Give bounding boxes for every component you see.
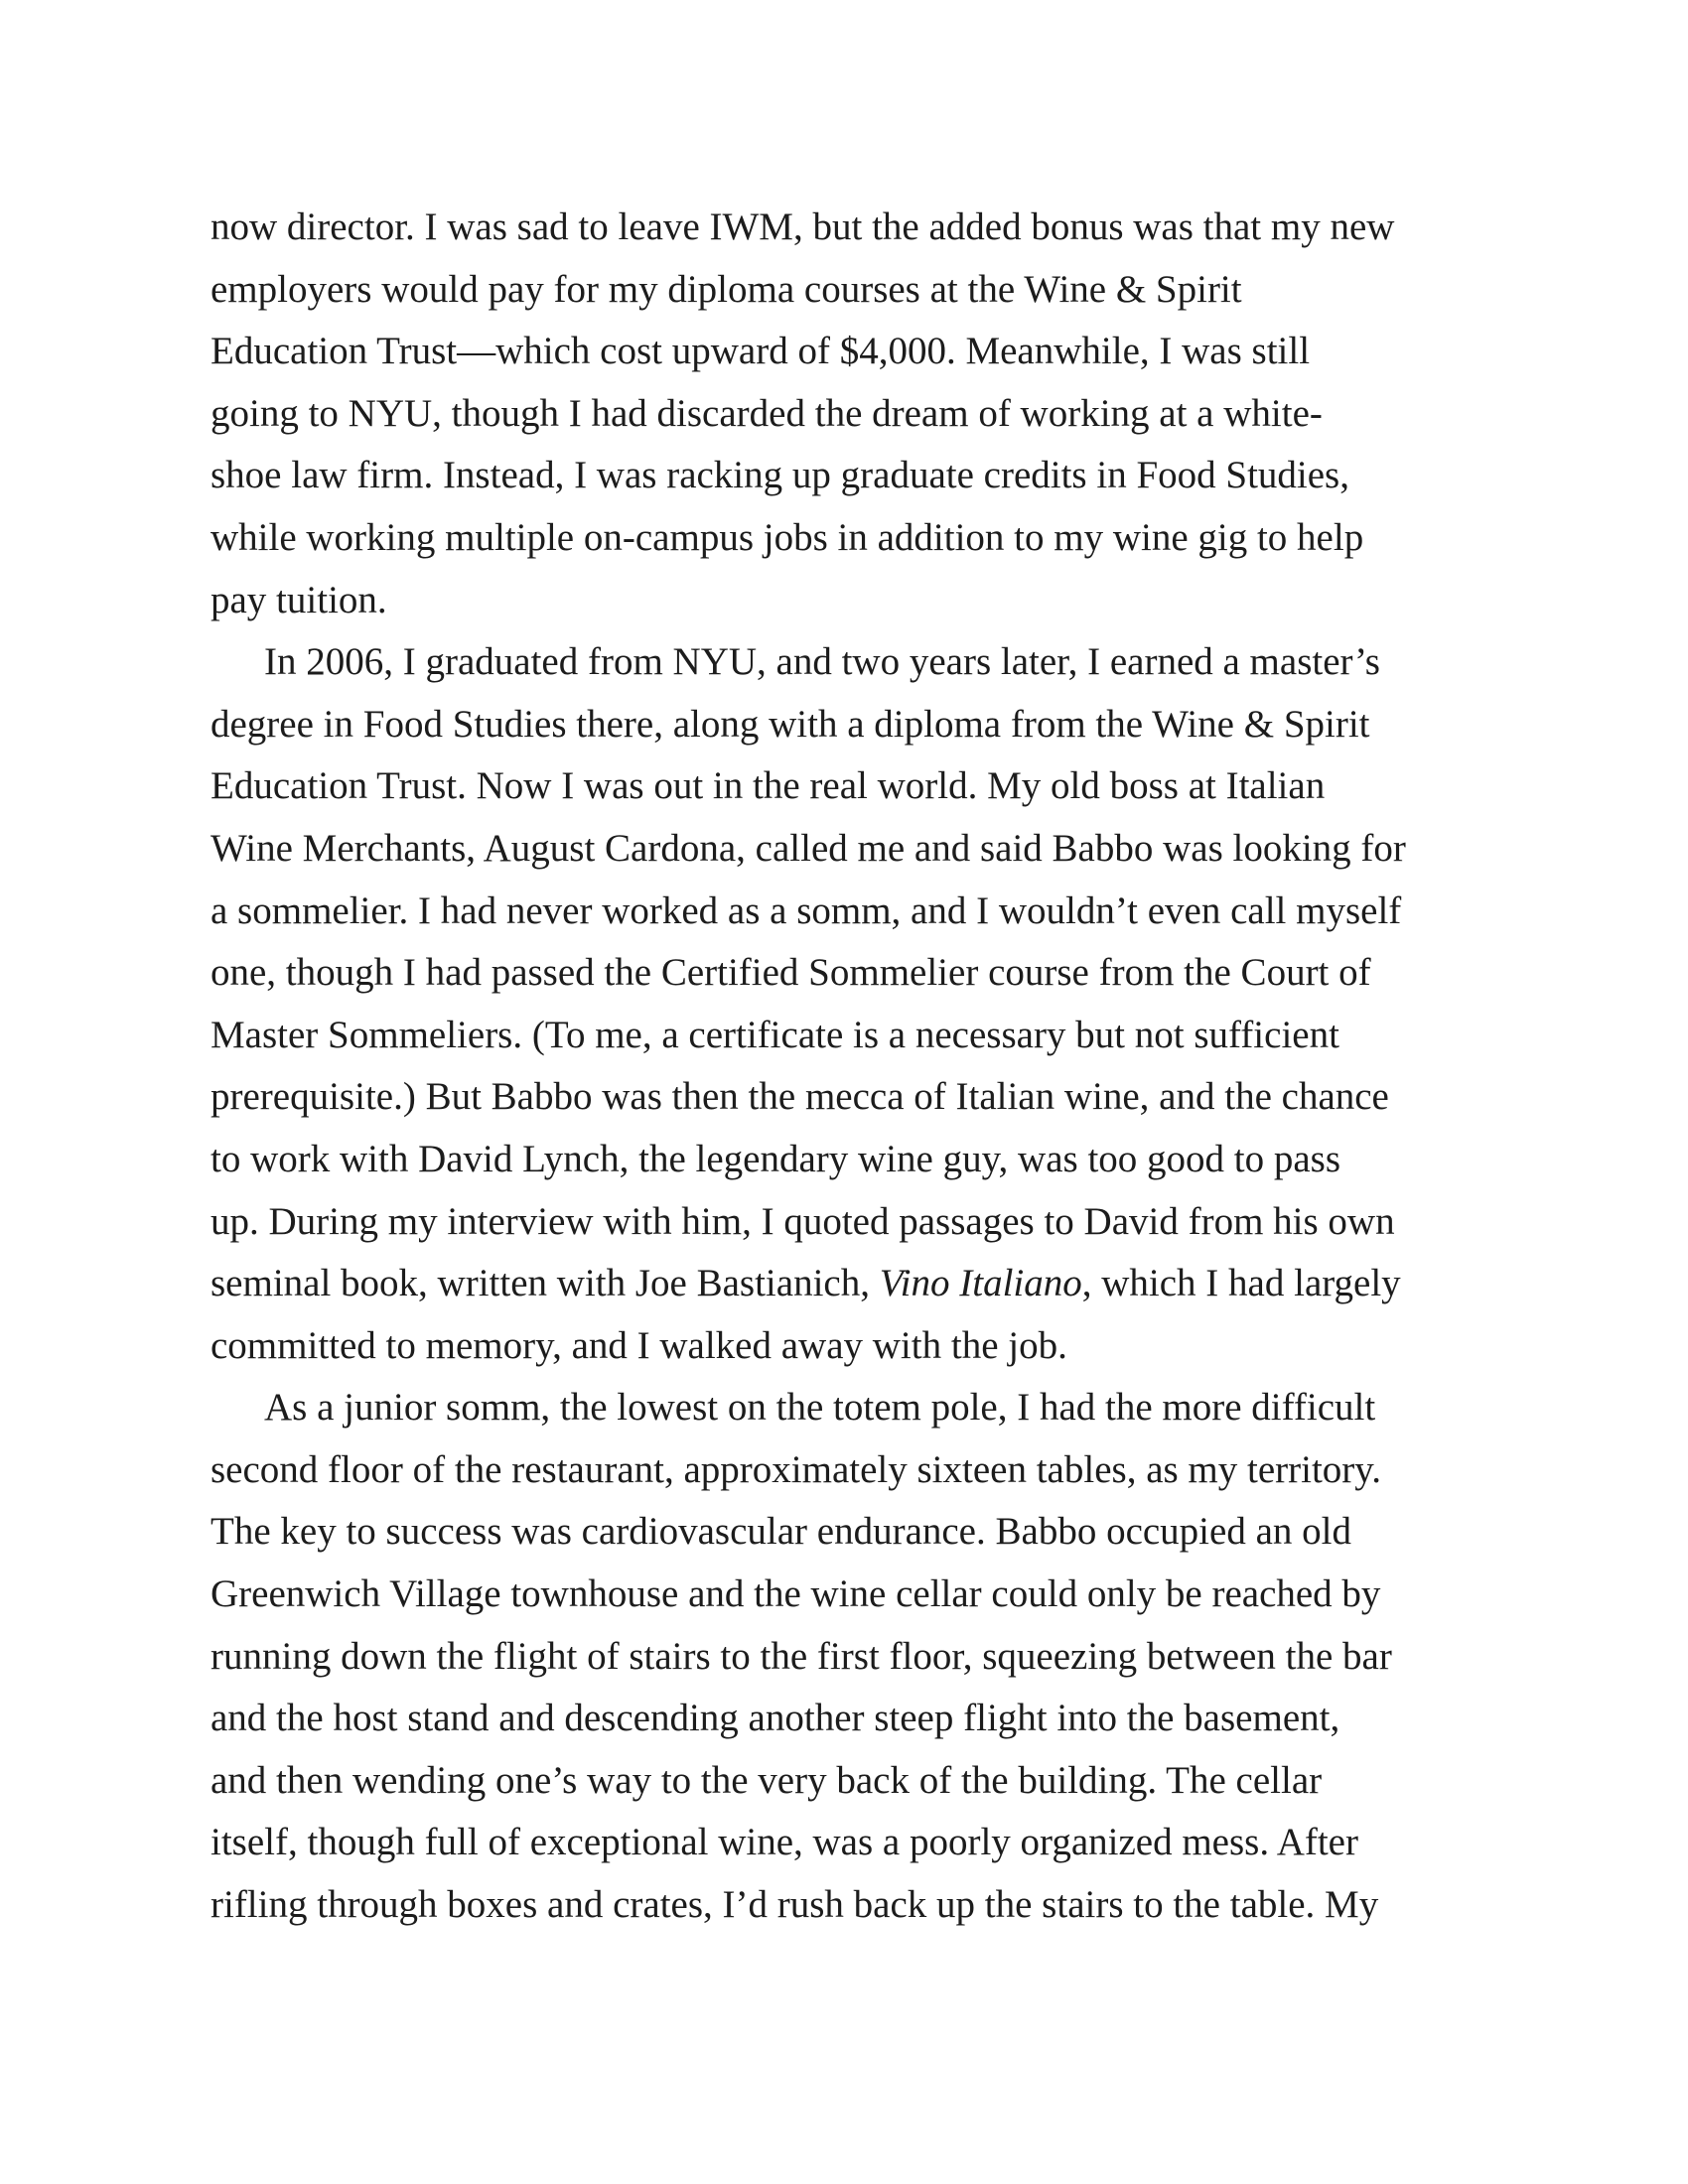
text-line: itself, though full of exceptional wine, was a poorly organized mess. After: [211, 1821, 1358, 1864]
text-line: one, though I had passed the Certified Sommelier course from the Court of: [211, 951, 1371, 995]
text-line: prerequisite.) But Babbo was then the mecca of Italian wine, and the chance: [211, 1075, 1389, 1119]
text-line: pay tuition.: [211, 578, 387, 621]
text-line: degree in Food Studies there, along with a diploma from the Wine & Spirit: [211, 702, 1370, 746]
book-title-italic: Vino Italiano: [879, 1262, 1082, 1305]
text-line: now director. I was sad to leave IWM, but the added bonus was that my new: [211, 205, 1395, 248]
text-line: and the host stand and descending another steep flight into the basement,: [211, 1697, 1340, 1740]
text-line: employers would pay for my diploma courses at the Wine & Spirit: [211, 267, 1242, 311]
text-line: while working multiple on-campus jobs in addition to my wine gig to help: [211, 515, 1364, 559]
text-line: running down the flight of stairs to the first floor, squeezing between the bar: [211, 1634, 1392, 1678]
text-line: committed to memory, and I walked away with the job.: [211, 1323, 1067, 1367]
text-line: Master Sommeliers. (To me, a certificate is a necessary but not sufficient: [211, 1013, 1339, 1056]
text-line: As a junior somm, the lowest on the totem pole, I had the more difficult: [264, 1386, 1376, 1430]
text-line: Education Trust. Now I was out in the real world. My old boss at Italian: [211, 764, 1326, 808]
paragraph-continuation: [211, 197, 1501, 631]
text-line: The key to success was cardiovascular endurance. Babbo occupied an old: [211, 1510, 1351, 1554]
text-line: Education Trust—which cost upward of $4,000. Meanwhile, I was still: [211, 330, 1311, 373]
text-run: seminal book, written with Joe Bastianich,: [211, 1262, 880, 1305]
text-line: second floor of the restaurant, approximately sixteen tables, as my territory.: [211, 1447, 1382, 1491]
paragraph-babbo-hire: [211, 631, 1501, 1377]
text-line: up. During my interview with him, I quoted passages to David from his own: [211, 1199, 1395, 1243]
text-line: Greenwich Village townhouse and the wine cellar could only be reached by: [211, 1572, 1381, 1616]
book-page-body: [211, 197, 1501, 1937]
paragraph-junior-somm: [211, 1377, 1501, 1936]
text-line: [211, 1253, 1501, 1315]
text-line: a sommelier. I had never worked as a somm, and I wouldn’t even call myself: [211, 888, 1402, 932]
text-line: In 2006, I graduated from NYU, and two years later, I earned a master’s: [264, 640, 1380, 684]
text-line: and then wending one’s way to the very back of the building. The cellar: [211, 1758, 1323, 1802]
text-line: to work with David Lynch, the legendary wine guy, was too good to pass: [211, 1137, 1341, 1180]
text-line: shoe law firm. Instead, I was racking up graduate credits in Food Studies,: [211, 454, 1349, 497]
text-run: , which I had largely: [1081, 1262, 1401, 1305]
text-line: rifling through boxes and crates, I’d rush back up the stairs to the table. My: [211, 1883, 1379, 1927]
text-line: going to NYU, though I had discarded the dream of working at a white-: [211, 391, 1323, 435]
text-line: Wine Merchants, August Cardona, called me and said Babbo was looking for: [211, 826, 1406, 870]
